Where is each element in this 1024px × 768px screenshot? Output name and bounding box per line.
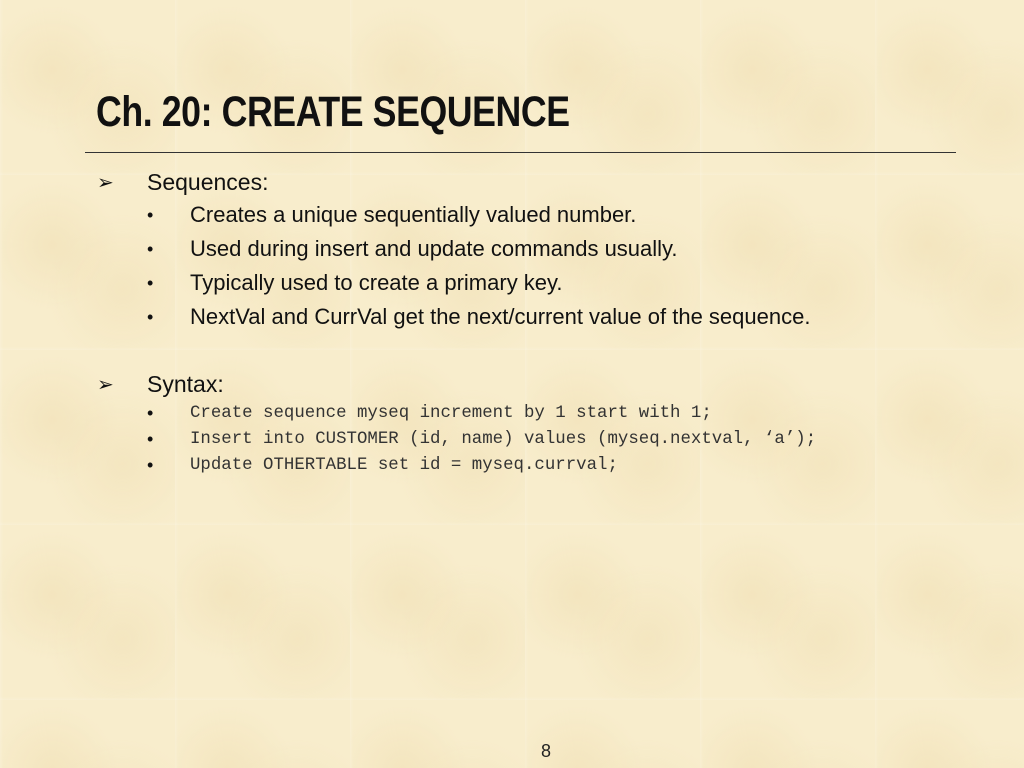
section-sequences (97, 166, 977, 334)
list-item (97, 232, 977, 266)
bullet-list (97, 198, 977, 334)
list-item-text: NextVal and CurrVal get the next/current value of the sequence. (190, 304, 811, 329)
list-item-text: Creates a unique sequentially valued number. (190, 202, 637, 227)
dot-bullet-icon: • (147, 455, 154, 475)
page-number: 8 (540, 741, 551, 761)
list-item-text: Typically used to create a primary key. (190, 270, 563, 295)
arrowhead-bullet-icon: ➢ (97, 372, 114, 396)
section-heading: Syntax: (147, 370, 224, 397)
code-item (97, 426, 977, 452)
code-item (97, 400, 977, 426)
dot-bullet-icon: • (147, 205, 154, 225)
list-item (97, 266, 977, 300)
code-line: Update OTHERTABLE set id = myseq.currval; (190, 455, 618, 475)
list-item-text: Used during insert and update commands usually. (190, 236, 678, 261)
title-divider (85, 152, 956, 153)
arrowhead-bullet-icon: ➢ (97, 170, 114, 194)
section-heading: Sequences: (147, 168, 269, 195)
section-heading-row (97, 368, 977, 400)
section-heading-row (97, 166, 977, 198)
dot-bullet-icon: • (147, 403, 154, 423)
code-item (97, 452, 977, 478)
slide-title: Ch. 20: CREATE SEQUENCE (96, 88, 570, 136)
code-line: Create sequence myseq increment by 1 start with 1; (190, 403, 712, 423)
dot-bullet-icon: • (147, 273, 154, 293)
code-list (97, 400, 977, 478)
dot-bullet-icon: • (147, 429, 154, 449)
section-syntax (97, 368, 977, 478)
code-line: Insert into CUSTOMER (id, name) values (myseq.nextval, ‘a’); (190, 429, 817, 449)
list-item (97, 300, 977, 334)
dot-bullet-icon: • (147, 239, 154, 259)
list-item (97, 198, 977, 232)
dot-bullet-icon: • (147, 307, 154, 327)
